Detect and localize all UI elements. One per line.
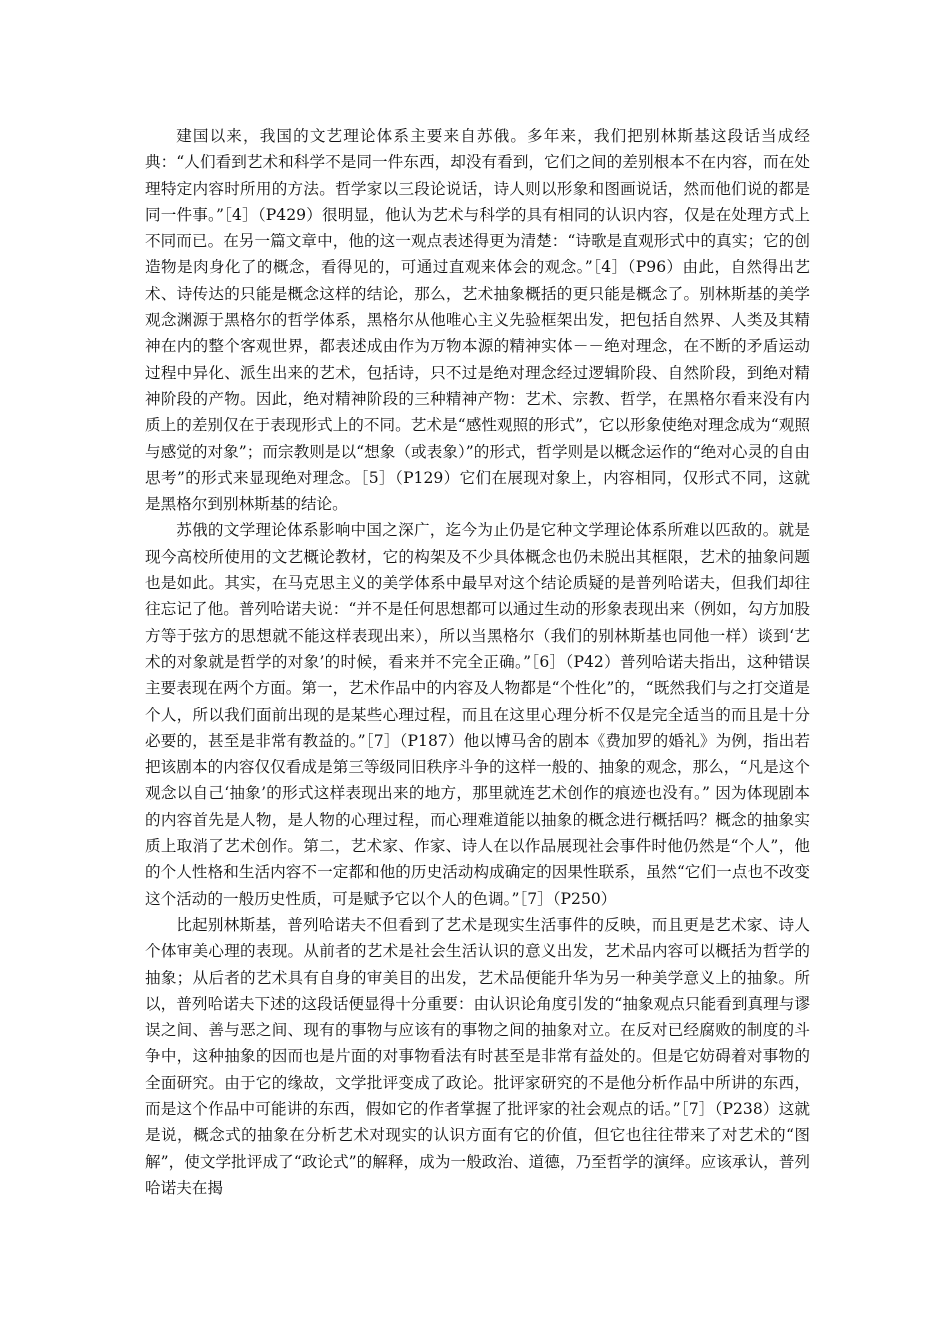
paragraph-2: 苏俄的文学理论体系影响中国之深广，迄今为止仍是它种文学理论体系所难以匹敌的。就是现今高校所使用的文艺概论教材，它的构架及不少具体概念也仍未脱出其框限，艺术的抽象问题也是如此。其实，在马克思主义的美学体系中最早对这个结论质疑的是普列哈诺夫，但我们却往往忘记了他。普列哈诺夫说：“并不是任何思想都可以通过生动的形象表现出来（例如，勾方加股方等于弦方的思想就不能这样表现出来），所以当黑格尔（我们的别林斯基也同他一样）谈到‘艺术的对象就是哲学的对象’的时候，看来并不完全正确。”［6］（P42）普列哈诺夫指出，这种错误主要表现在两个方面。第一，艺术作品中的内容及人物都是“个性化”的，“既然我们与之打交道是个人，所以我们面前出现的是某些心理过程，而且在这里心理分析不仅是完全适当的而且是十分必要的，甚至是非常有教益的。”［7］（P187）他以博马舍的剧本《费加罗的婚礼》为例，指出若把该剧本的内容仅仅看成是第三等级同旧秩序斗争的这样一般的、抽象的观念，那么，“凡是这个观念以自己‘抽象’的形式这样表现出来的地方，那里就连艺术创作的痕迹也没有。” 因为体现剧本的内容首先是人物，是人物的心理过程，而心理难道能以抽象的概念进行概括吗？概念的抽象实质上取消了艺术创作。第二，艺术家、作家、诗人在以作品展现社会事件时他仍然是“个人”，他的个人性格和生活内容不一定都和他的历史活动构成确定的因果性联系，虽然“它们一点也不改变这个活动的一般历史性质，可是赋予它以个人的色调。”［7］（P250） xyxy=(145,521,810,908)
paragraph-1: 建国以来，我国的文艺理论体系主要来自苏俄。多年来，我们把别林斯基这段话当成经典：“人们看到艺术和科学不是同一件东西，却没有看到，它们之间的差别根本不在内容，而在处理特定内容时所用的方法。哲学家以三段论说话，诗人则以形象和图画说话，然而他们说的都是同一件事。”［4］（P429）很明显，他认为艺术与科学的具有相同的认识内容，仅是在处理方式上不同而已。在另一篇文章中，他的这一观点表述得更为清楚：“诗歌是直观形式中的真实；它的创造物是肉身化了的概念，看得见的，可通过直观来体会的观念。”［4］（P96）由此，自然得出艺术、诗传达的只能是概念这样的结论，那么，艺术抽象概括的更只能是概念了。别林斯基的美学观念渊源于黑格尔的哲学体系，黑格尔从他唯心主义先验框架出发，把包括自然界、人类及其精神在内的整个客观世界，都表述成由作为万物本源的精神实体－－绝对理念，在不断的矛盾运动过程中异化、派生出来的艺术，包括诗，只不过是绝对理念经过逻辑阶段、自然阶段，到绝对精神阶段的产物。因此，绝对精神阶段的三种精神产物：艺术、宗教、哲学，在黑格尔看来没有内质上的差别仅在于表现形式上的不同。艺术是“感性观照的形式”，它以形象使绝对理念成为“观照与感觉的对象”；而宗教则是以“想象（或表象）”的形式，哲学则是以概念运作的“绝对心灵的自由思考”的形式来显现绝对理念。［5］（P129）它们在展现对象上，内容相同，仅形式不同，这就是黑格尔到别林斯基的结论。 xyxy=(145,127,810,514)
paragraph-3: 比起别林斯基，普列哈诺夫不但看到了艺术是现实生活事件的反映，而且更是艺术家、诗人个体审美心理的表现。从前者的艺术是社会生活认识的意义出发，艺术品内容可以概括为哲学的抽象；从后者的艺术具有自身的审美目的出发，艺术品便能升华为另一种美学意义上的抽象。所以，普列哈诺夫下述的这段话便显得十分重要：由认识论角度引发的“抽象观点只能看到真理与谬误之间、善与恶之间、现有的事物与应该有的事物之间的抽象对立。在反对已经腐败的制度的斗争中，这种抽象的因而也是片面的对事物看法有时甚至是非常有益处的。但是它妨碍着对事物的全面研究。由于它的缘故，文学批评变成了政论。批评家研究的不是他分析作品中所讲的东西，而是这个作品中可能讲的东西，假如它的作者掌握了批评家的社会观点的话。”［7］（P238）这就是说，概念式的抽象在分析艺术对现实的认识方面有它的价值，但它也往往带来了对艺术的“图解”，使文学批评成了“政论式”的解释，成为一般政治、道德，乃至哲学的演绎。应该承认，普列哈诺夫在揭 xyxy=(145,915,810,1197)
document-page xyxy=(145,123,810,1201)
